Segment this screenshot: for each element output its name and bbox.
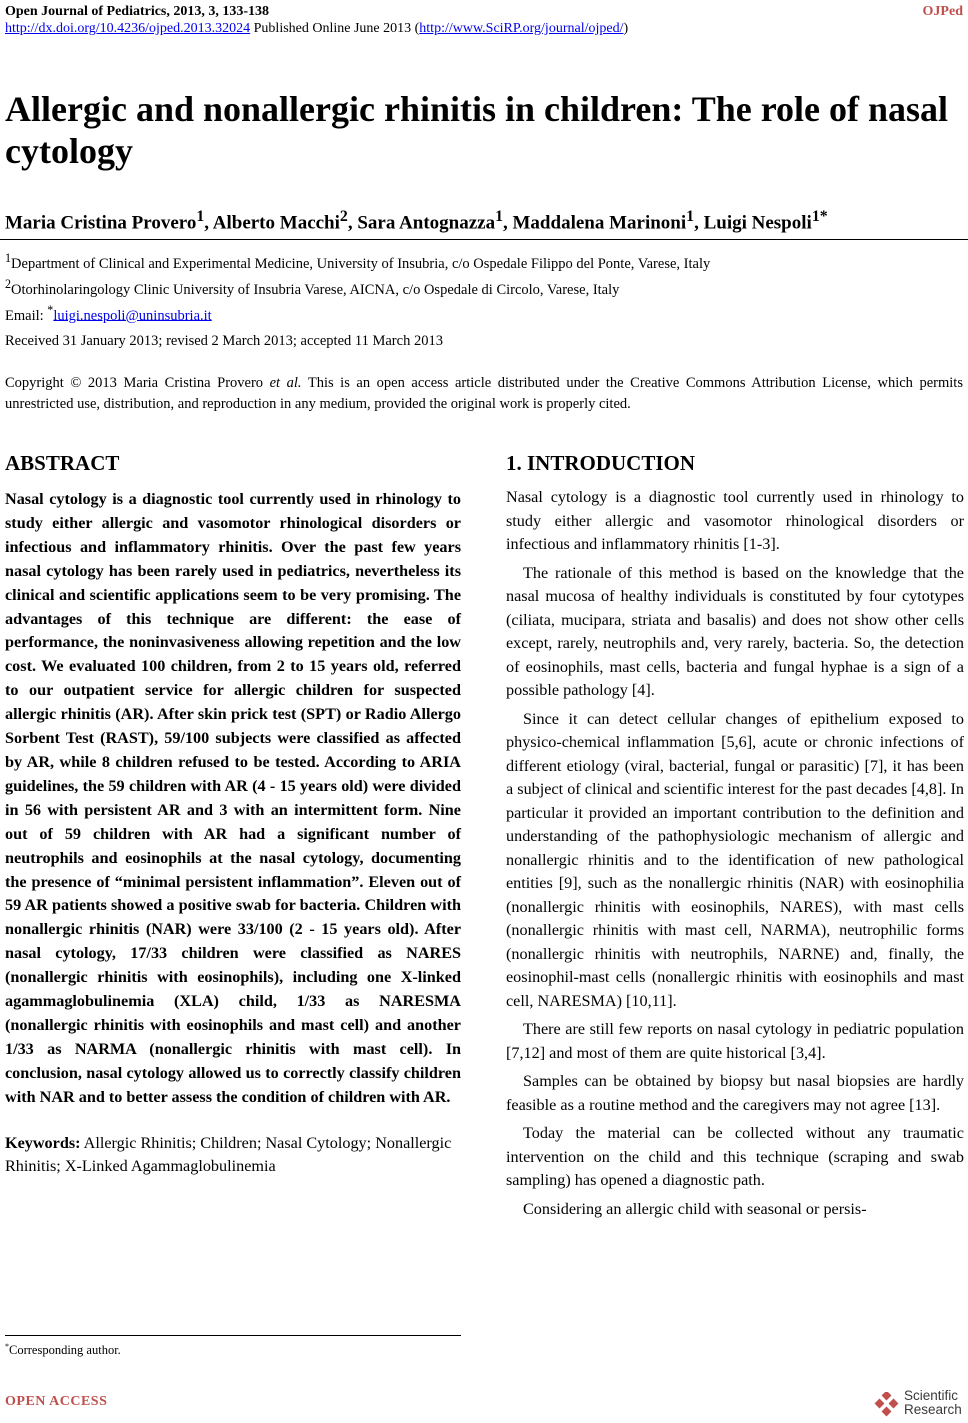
copyright-after: This is an open access article distributed under the Creative Commons Attribution License, which permits unrestricted use, distribution, and reproduction in any medium, provided the original work is properly cited. (5, 375, 963, 412)
journal-citation: Open Journal of Pediatrics, 2013, 3, 133-138 (5, 4, 270, 19)
author: Maria Cristina Provero (5, 212, 197, 234)
copyright-etal: et al. (269, 375, 302, 391)
introduction-heading: 1. INTRODUCTION (506, 451, 696, 475)
published-text: Published Online June 2013 ( (250, 21, 420, 36)
author-list (5, 208, 963, 234)
journal-link[interactable]: http://www.SciRP.org/journal/ojped/ (419, 21, 624, 36)
author-sep: , (347, 212, 358, 234)
intro-paragraph: Considering an allergic child with seasonal or persis- (523, 1199, 867, 1218)
author-sup: 1 (495, 208, 503, 225)
affiliation (5, 274, 963, 300)
abstract-text: Nasal cytology is a diagnostic tool currently used in rhinology to study either allergic and vasomotor rhinological disorders or infectious and inflammatory rhinitis. Over the past few years nasal cytology has been rarely used in pediatrics, nevertheless its clinical and scientific applications seem to be very promising. The advantages of this technique are different: the ease of performance, the noninvasiveness allowing repetition and the low cost. We evaluated 100 children, from 2 to 15 years old, referred to our outpatient service for allergic children for suspected allergic rhinitis (AR). After skin prick test (SPT) or Radio Allergo Sorbent Test (RAST), 59/100 subjects were classified as affected by AR, while 8 children refused to be tested. According to ARIA guidelines, the 59 children with AR (4 - 15 years old) were divided in 56 with persistent AR and 3 with an intermittent form. Nine out of 59 children with AR had a significant number of neutrophils and eosinophils at the nasal cytology, documenting the presence of “minimal persistent inflammation”. Eleven out of 59 AR patients showed a positive swab for bacteria. Children with nonallergic rhinitis (NAR) were 33/100 (2 - 15 years old). After nasal cytology, 17/33 children were classified as NARES (nonallergic rhinitis with eosinophils), including one X-linked agammaglobulinemia (XLA) child, 1/33 as NARESMA (nonallergic rhinitis with eosinophils and mast cell) and another 1/33 as NARMA (nonallergic rhinitis with mast cell). In conclusion, nasal cytology allowed us to correctly classify children with NAR and to better assess the condition of children with AR. (5, 490, 461, 1106)
doi-line (5, 20, 963, 37)
open-access-label: OPEN ACCESS (5, 1394, 108, 1409)
publisher-line-2: Research (904, 1402, 962, 1417)
copyright-before: Copyright © 2013 Maria Cristina Provero (5, 375, 270, 391)
footnote-text: Corresponding author. (9, 1343, 121, 1358)
intro-paragraph: Since it can detect cellular changes of epithelium exposed to physico-chemical inflammation [5,6], acute or chronic infections of different etiology (viral, bacterial, fungal or parasitic) [7], it has been a subject of clinical and scientific interest for the past decades [4,8]. In particular it provided an important contribution to the definition and understanding of the pathophysiologic mechanism of allergic and nonallergic rhinitis and to the identification of new pathological entities [9], such as the nonallergic rhinitis (NAR) with eosinophilia (nonallergic rhinitis with eosinophils, NARES), with mast cells (nonallergic rhinitis with mast cell, NARMA), neutrophilic forms (nonallergic rhinitis with neutrophils, NARNE) and, finally, the eosinophil-mast cells (nonallergic rhinitis with eosinophils and mast cell, NARESMA) [10,11]. (506, 709, 964, 1010)
right-column (506, 450, 964, 1221)
footnote-divider (5, 1335, 461, 1336)
publisher-name (904, 1389, 962, 1417)
email-sup: * (47, 302, 54, 317)
article-title: Allergic and nonallergic rhinitis in children: The role of nasal cytology (5, 89, 949, 171)
intro-paragraph: Today the material can be collected without any traumatic intervention on the child and this technique (scraping and swab sampling) has opened a diagnostic path. (506, 1124, 964, 1189)
keywords-text: Allergic Rhinitis; Children; Nasal Cytology; Nonallergic Rhinitis; X-Linked Agammaglobulinemia (5, 1133, 452, 1176)
publisher-line-1: Scientific (904, 1388, 959, 1403)
affiliation (5, 248, 963, 274)
author: Luigi Nespoli (703, 212, 812, 234)
scirp-logo-icon (874, 1392, 900, 1418)
author-sep: , (204, 212, 213, 234)
affiliations (5, 248, 963, 325)
author-sep: , (694, 212, 704, 234)
publisher-logo (874, 1388, 964, 1422)
close-paren: ) (623, 21, 629, 36)
author-sup: 1 (196, 208, 205, 225)
journal-abbreviation: OJPed (922, 4, 963, 19)
keywords (5, 1132, 461, 1179)
keywords-label: Keywords: (5, 1133, 81, 1152)
abstract-heading: ABSTRACT (5, 451, 120, 475)
received-dates: Received 31 January 2013; revised 2 March 2013; accepted 11 March 2013 (5, 333, 443, 349)
intro-paragraph: The rationale of this method is based on the knowledge that the nasal mucosa of healthy individuals is constituted by four cytotypes (ciliata, mucipara, striata and basalis) and does not show other cells except, rarely, neutrophils and, very rarely, bacteria. So, the detection of eosinophils, mast cells, bacteria and fungal hyphae is a sign of a possible pathology [4]. (506, 563, 964, 699)
author-sup: 1 (686, 208, 695, 225)
author: Alberto Macchi (212, 212, 340, 234)
email-link[interactable]: luigi.nespoli@uninsubria.it (53, 307, 212, 324)
author: Maddalena Marinoni (512, 212, 687, 234)
author-sup: 1* (811, 208, 828, 225)
header-divider (0, 239, 968, 240)
doi-link[interactable]: http://dx.doi.org/10.4236/ojped.2013.32024 (5, 21, 251, 36)
footnote (5, 1342, 121, 1358)
affiliation-text: Otorhinolaringology Clinic University of Insubria Varese, AICNA, c/o Ospedale di Circolo, Varese, Italy (11, 281, 620, 298)
affiliation-sup: 1 (5, 251, 12, 265)
intro-paragraph: Samples can be obtained by biopsy but nasal biopsies are hardly feasible as a routine method and the caregivers may not agree [13]. (506, 1072, 964, 1114)
email-line (5, 300, 963, 326)
running-header (5, 3, 963, 37)
footnote-sup: * (5, 1342, 9, 1351)
email-label: Email: (5, 307, 48, 324)
author-sup: 2 (339, 208, 348, 225)
intro-paragraph: Nasal cytology is a diagnostic tool currently used in rhinology to study either allergic and vasomotor rhinological disorders or infectious and inflammatory rhinitis [1-3]. (506, 488, 964, 553)
affiliation-text: Department of Clinical and Experimental Medicine, University of Insubria, c/o Ospedale Filippo del Ponte, Varese, Italy (11, 255, 711, 272)
affiliation-sup: 2 (5, 276, 12, 291)
author: Sara Antognazza (357, 212, 496, 234)
intro-paragraph: There are still few reports on nasal cytology in pediatric population [7,12] and most of them are quite historical [3,4]. (506, 1020, 964, 1062)
author-sep: , (503, 212, 513, 234)
left-column (5, 450, 461, 1179)
copyright-notice (5, 373, 963, 415)
